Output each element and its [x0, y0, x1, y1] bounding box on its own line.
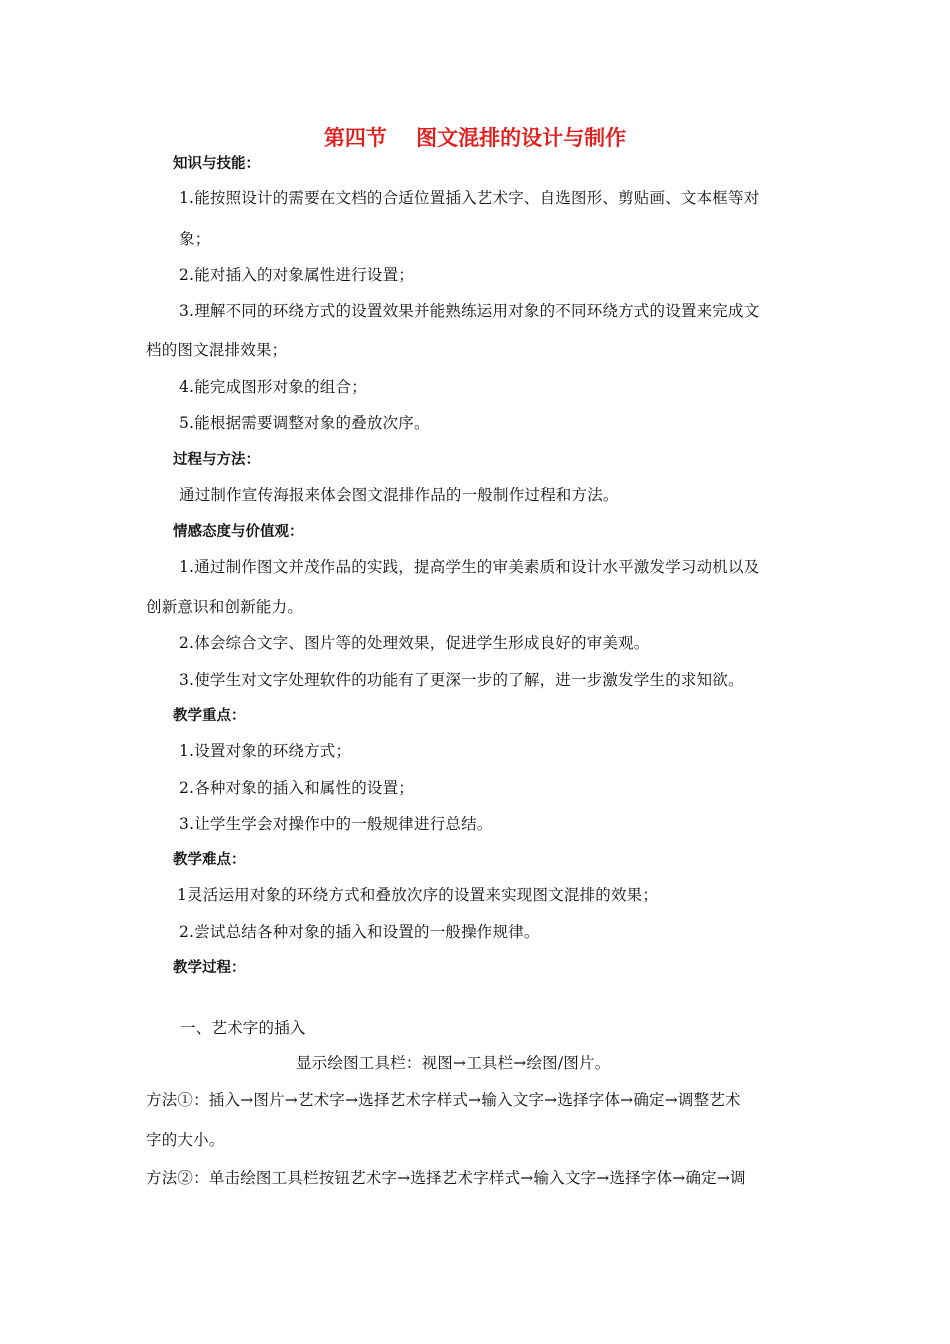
heading-attitude-values: 情感态度与价值观：: [173, 524, 304, 540]
knowledge-item-3-line-1: 3.理解不同的环绕方式的设置效果并能熟练运用对象的不同环绕方式的设置来完成文: [179, 302, 760, 320]
attitude-item-1-line-2: 创新意识和创新能力。: [146, 598, 304, 616]
method-1-line-2: 字的大小。: [146, 1131, 225, 1149]
knowledge-item-1-line-1: 1.能按照设计的需要在文档的合适位置插入艺术字、自选图形、剪贴画、文本框等对: [179, 189, 760, 207]
key-point-item-1: 1.设置对象的环绕方式；: [179, 742, 352, 760]
key-point-item-2: 2.各种对象的插入和属性的设置；: [179, 779, 414, 797]
heading-difficulties: 教学难点：: [173, 852, 246, 868]
heading-teaching-process: 教学过程：: [173, 960, 246, 976]
difficulty-item-1: 1灵活运用对象的环绕方式和叠放次序的设置来实现图文混排的效果；: [177, 886, 659, 904]
knowledge-item-5: 5.能根据需要调整对象的叠放次序。: [179, 414, 430, 432]
attitude-item-1-line-1: 1.通过制作图文并茂作品的实践，提高学生的审美素质和设计水平激发学习动机以及: [179, 558, 760, 576]
page-title: 第四节 图文混排的设计与制作: [323, 126, 627, 150]
knowledge-item-1-line-2: 象；: [179, 230, 211, 248]
difficulty-item-2: 2.尝试总结各种对象的插入和设置的一般操作规律。: [179, 923, 540, 941]
heading-key-points: 教学重点：: [173, 708, 246, 724]
knowledge-item-4: 4.能完成图形对象的组合；: [179, 378, 367, 396]
heading-process-methods: 过程与方法：: [173, 452, 260, 468]
toolbar-tip: 显示绘图工具栏：视图→工具栏→绘图/图片。: [296, 1054, 611, 1072]
knowledge-item-2: 2.能对插入的对象属性进行设置；: [179, 266, 414, 284]
method-1-line-1: 方法①：插入→图片→艺术字→选择艺术字样式→输入文字→选择字体→确定→调整艺术: [146, 1091, 741, 1109]
heading-knowledge-skills: 知识与技能：: [173, 156, 260, 172]
process-text: 通过制作宣传海报来体会图文混排作品的一般制作过程和方法。: [179, 486, 619, 504]
attitude-item-2: 2.体会综合文字、图片等的处理效果，促进学生形成良好的审美观。: [179, 634, 650, 652]
key-point-item-3: 3.让学生学会对操作中的一般规律进行总结。: [179, 815, 493, 833]
knowledge-item-3-line-2: 档的图文混排效果；: [146, 341, 288, 359]
method-2-line-1: 方法②：单击绘图工具栏按钮艺术字→选择艺术字样式→输入文字→选择字体→确定→调: [146, 1169, 746, 1187]
attitude-item-3: 3.使学生对文字处理软件的功能有了更深一步的了解，进一步激发学生的求知欲。: [179, 671, 744, 689]
section-1-title: 一、艺术字的插入: [180, 1019, 306, 1037]
